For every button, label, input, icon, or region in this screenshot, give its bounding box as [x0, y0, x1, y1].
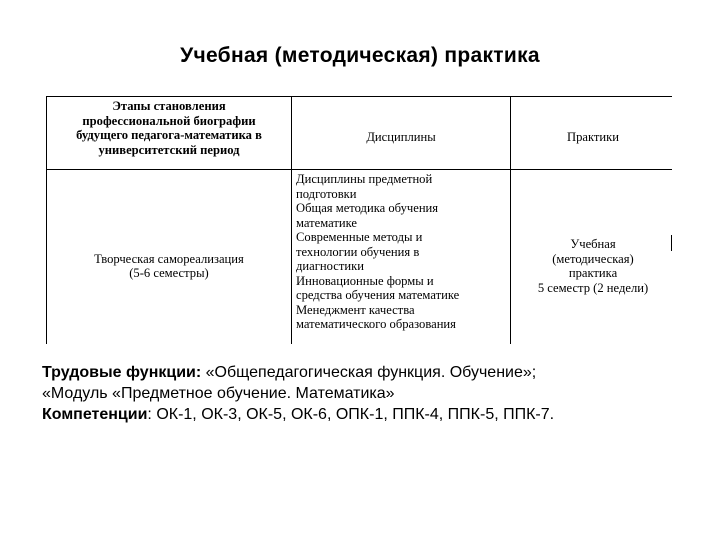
labor-functions-label: Трудовые функции: [42, 364, 202, 381]
discipline-line: Менеджмент качества [296, 302, 415, 317]
discipline-line: диагностики [296, 259, 364, 273]
practice-line: практика [568, 266, 618, 280]
discipline-line: математического образования [296, 317, 456, 331]
table-row [47, 170, 673, 345]
discipline-line: Дисциплины предметной [296, 172, 433, 186]
practice-cell [511, 170, 673, 345]
discipline-line: подготовки [296, 186, 357, 201]
stage-cell [47, 170, 292, 345]
table-header-row [47, 97, 673, 170]
discipline-line: Общая методика обучения [296, 201, 439, 215]
header-stages-line: университетский период [98, 142, 240, 157]
header-stages-line: профессиональной биографии [82, 113, 256, 128]
competencies-text: : ОК-1, ОК-3, ОК-5, ОК-6, ОПК-1, ППК-4, ППК-5, ППК-7. [147, 406, 555, 423]
description-block [42, 362, 702, 425]
discipline-line: средства обучения математике [296, 288, 460, 302]
practice-line: 5 семестр (2 недели) [537, 280, 649, 295]
practice-line: Учебная [570, 237, 616, 251]
stage-name: Творческая самореализация [94, 251, 244, 266]
disciplines-cell [292, 170, 511, 345]
discipline-line: Современные методы и [296, 230, 423, 244]
discipline-line: математике [296, 215, 358, 230]
header-disciplines: Дисциплины [292, 97, 511, 170]
scan-artifact-mark [671, 235, 672, 251]
competencies [42, 404, 702, 425]
labor-functions [42, 362, 702, 383]
header-practices: Практики [511, 97, 673, 170]
header-stages-line: будущего педагога-математика в [76, 128, 262, 142]
stage-semesters: (5-6 семестры) [129, 266, 209, 280]
competencies-label: Компетенции [42, 406, 148, 423]
header-stages-line: Этапы становления [112, 99, 226, 113]
module-line: «Модуль «Предметное обучение. Математика» [42, 385, 395, 402]
slide-title: Учебная (методическая) практика [180, 44, 540, 67]
labor-functions-text: «Общепедагогическая функция. Обучение»; [201, 364, 537, 381]
header-stages [47, 97, 292, 170]
discipline-line: технологии обучения в [296, 244, 420, 259]
curriculum-table [46, 96, 672, 344]
discipline-line: Инновационные формы и [296, 273, 434, 288]
practice-line: (методическая) [552, 251, 634, 266]
